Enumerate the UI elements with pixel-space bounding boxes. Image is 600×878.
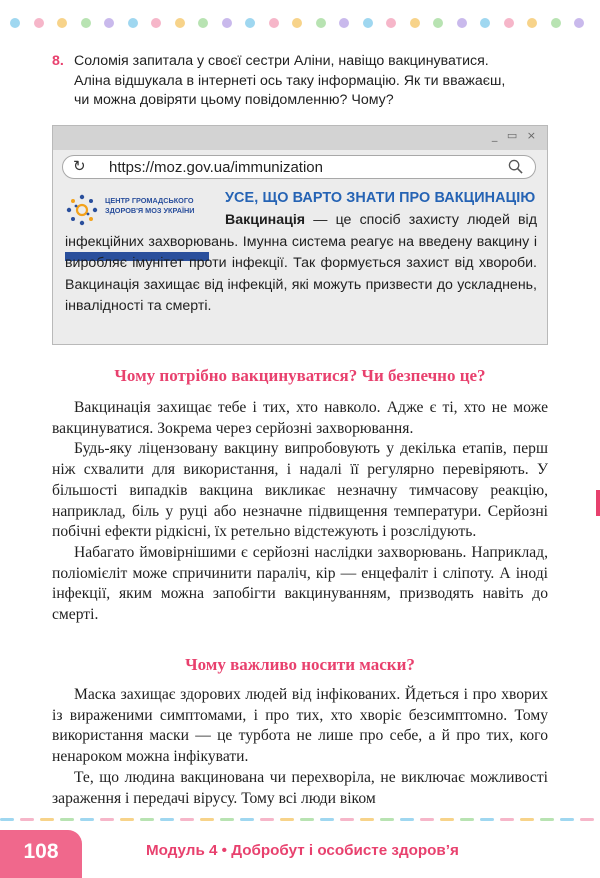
window-controls-icon: _ ▭ × bbox=[491, 129, 539, 142]
decorative-dot bbox=[457, 18, 467, 28]
decorative-dash bbox=[200, 818, 214, 821]
decorative-dot bbox=[222, 18, 232, 28]
decorative-dot bbox=[574, 18, 584, 28]
decorative-dash bbox=[420, 818, 434, 821]
decorative-dash bbox=[480, 818, 494, 821]
decorative-dot bbox=[527, 18, 537, 28]
decorative-dash bbox=[120, 818, 134, 821]
decorative-dash bbox=[520, 818, 534, 821]
decorative-dash bbox=[240, 818, 254, 821]
decorative-dot bbox=[339, 18, 349, 28]
decorative-dot bbox=[10, 18, 20, 28]
page-number: 108 bbox=[0, 830, 82, 878]
decorative-dash bbox=[20, 818, 34, 821]
decorative-dash bbox=[440, 818, 454, 821]
decorative-dot bbox=[480, 18, 490, 28]
article-paragraph bbox=[65, 210, 537, 318]
task-line: Аліна відшукала в інтернеті ось таку інформацію. Як ти вважаєш, bbox=[74, 72, 506, 89]
task-number: 8. bbox=[52, 53, 64, 69]
decorative-dot bbox=[245, 18, 255, 28]
decorative-dash bbox=[160, 818, 174, 821]
decorative-dash bbox=[180, 818, 194, 821]
search-icon bbox=[508, 159, 523, 174]
article-heading: УСЕ, ЩО ВАРТО ЗНАТИ ПРО ВАКЦИНАЦІЮ bbox=[225, 190, 536, 206]
decorative-dash bbox=[300, 818, 314, 821]
decorative-dot bbox=[433, 18, 443, 28]
decorative-dashes-row bbox=[0, 818, 600, 822]
task-line: чи можна довіряти цьому повідомленню? Чому? bbox=[74, 92, 394, 108]
section-title-masks: Чому важливо носити маски? bbox=[185, 655, 415, 674]
web-page-content bbox=[53, 186, 547, 344]
logo-line: ЦЕНТР ГРОМАДСЬКОГО bbox=[105, 196, 194, 205]
article-term: Вакцинація bbox=[225, 212, 306, 228]
url-text: https://moz.gov.ua/immunization bbox=[109, 159, 323, 176]
decorative-dash bbox=[560, 818, 574, 821]
decorative-dot bbox=[34, 18, 44, 28]
decorative-dash bbox=[580, 818, 594, 821]
article-text: — це спосіб захисту людей від інфекційних захворювань. Імунна система реагує на введену вакцину і виробляє імунітет проти інфекції. Так формується захист від хвороби. Вакцинація захищає від інфекцій, які можуть призвести до ускладнень, інвалідності та смерті. bbox=[65, 212, 537, 314]
decorative-dot bbox=[81, 18, 91, 28]
decorative-dash bbox=[360, 818, 374, 821]
decorative-dash bbox=[0, 818, 14, 821]
section-body-vaccination bbox=[52, 398, 548, 626]
decorative-dash bbox=[40, 818, 54, 821]
decorative-dash bbox=[260, 818, 274, 821]
paragraph: Будь-яку ліцензовану вакцину випробовують у декілька етапів, перш ніж схвалити для використання, і надалі її регулярно перевіряють. У більшості випадків вакцина викликає незначну тимчасову реакцію, наприклад, біль у руці або незначне підвищення температури. Серйозні побічні ефекти рідкісні, їх ретельно відстежують і розслідують. bbox=[52, 440, 548, 541]
decorative-dot bbox=[504, 18, 514, 28]
decorative-dot bbox=[104, 18, 114, 28]
decorative-dot bbox=[198, 18, 208, 28]
browser-titlebar bbox=[53, 126, 547, 150]
reload-icon: ↻ bbox=[73, 157, 86, 175]
decorative-dash bbox=[460, 818, 474, 821]
browser-window-illustration bbox=[52, 125, 548, 345]
decorative-dot bbox=[57, 18, 67, 28]
decorative-dash bbox=[340, 818, 354, 821]
page-edge-marker bbox=[596, 490, 600, 516]
paragraph: Маска захищає здорових людей від інфікованих. Йдеться і про хворих із вираженими симптомами, і про тих, хто хворіє безсимптомно. Тому використання маски — це турбота не лише про себе, а й про тих, кого ненароком можна інфікувати. bbox=[52, 686, 548, 766]
decorative-dot bbox=[363, 18, 373, 28]
decorative-dot bbox=[151, 18, 161, 28]
decorative-dash bbox=[60, 818, 74, 821]
decorative-dash bbox=[280, 818, 294, 821]
decorative-dash bbox=[500, 818, 514, 821]
logo-line: ЗДОРОВ'Я МОЗ УКРАЇНИ bbox=[105, 206, 195, 215]
paragraph: Набагато ймовірнішими є серйозні наслідки захворювань. Наприклад, поліомієліт може спричинити параліч, кір — енцефаліт і сліпоту. А іноді інфекції, яким можна запобігти вакцинуванням, призводять навіть до смерті. bbox=[52, 543, 548, 624]
decorative-dash bbox=[80, 818, 94, 821]
decorative-dash bbox=[540, 818, 554, 821]
section-title-vaccination: Чому потрібно вакцинуватися? Чи безпечно це? bbox=[114, 366, 486, 385]
task-question bbox=[74, 52, 552, 111]
decorative-dots-row bbox=[10, 18, 590, 30]
decorative-dash bbox=[380, 818, 394, 821]
decorative-dash bbox=[220, 818, 234, 821]
section-body-masks bbox=[52, 685, 548, 809]
decorative-dot bbox=[551, 18, 561, 28]
decorative-dot bbox=[128, 18, 138, 28]
decorative-dot bbox=[410, 18, 420, 28]
paragraph: Вакцинація захищає тебе і тих, хто навколо. Адже є ті, хто не може вакцинуватися. Зокрема через серйозні захворювання. bbox=[52, 399, 548, 437]
decorative-dash bbox=[400, 818, 414, 821]
decorative-dot bbox=[269, 18, 279, 28]
address-bar bbox=[62, 155, 536, 179]
task-8 bbox=[52, 52, 552, 111]
footer-module-title: Модуль 4 • Добробут і особисте здоров’я bbox=[146, 842, 459, 859]
decorative-dot bbox=[175, 18, 185, 28]
paragraph: Те, що людина вакцинована чи перехворіла, не виключає можливості зараження і передачі вірусу. Тому всі люди віком bbox=[52, 768, 548, 807]
decorative-dot bbox=[386, 18, 396, 28]
decorative-dot bbox=[316, 18, 326, 28]
decorative-dash bbox=[100, 818, 114, 821]
decorative-dash bbox=[320, 818, 334, 821]
task-line: Соломія запитала у своєї сестри Аліни, навіщо вакцинуватися. bbox=[74, 53, 489, 69]
decorative-dash bbox=[140, 818, 154, 821]
decorative-dot bbox=[292, 18, 302, 28]
